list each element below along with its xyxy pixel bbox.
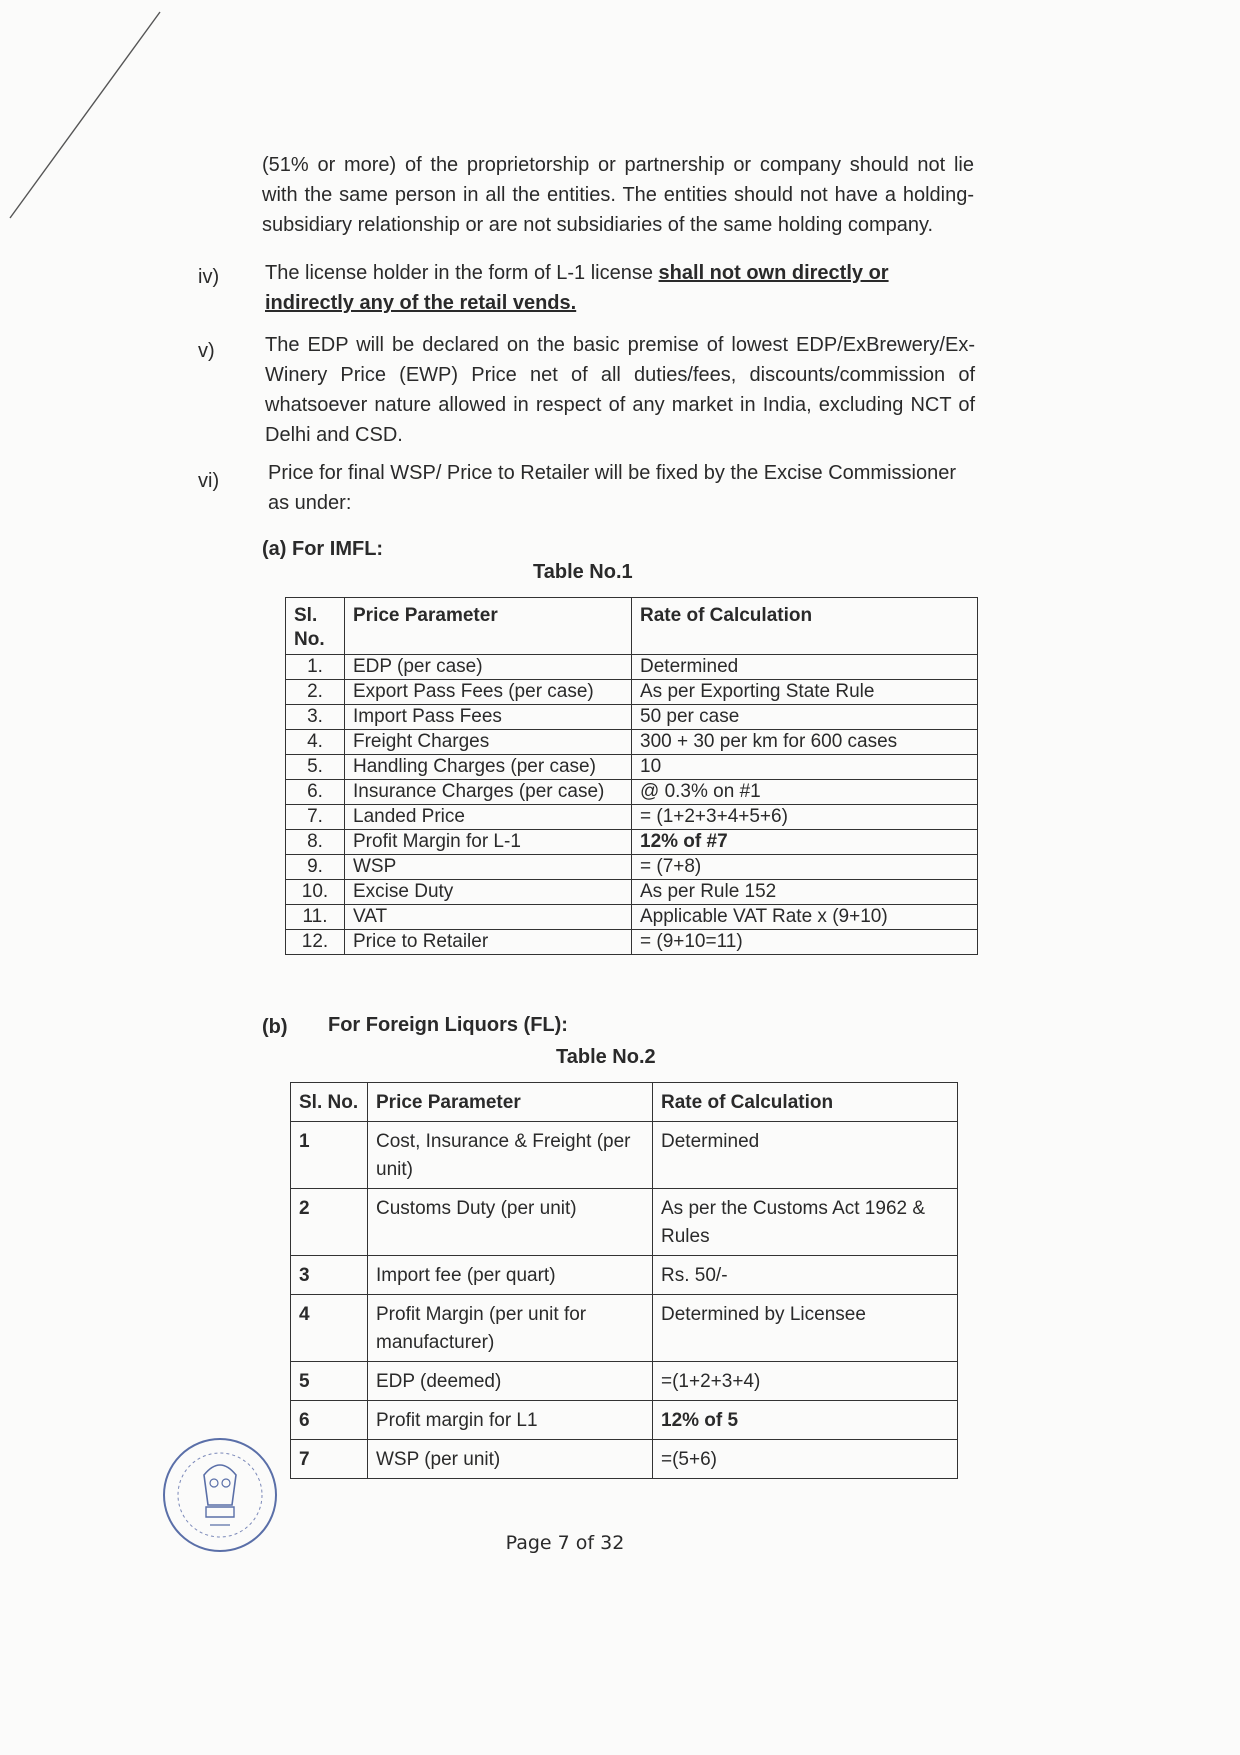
table-row [286,880,978,905]
table-row [291,1362,958,1401]
table-row [286,930,978,955]
rate-cell: 12% of 5 [653,1401,958,1440]
parameter-cell: EDP (deemed) [368,1362,653,1401]
section-b-label: (b) [262,1016,288,1038]
rate-cell: =(5+6) [653,1440,958,1479]
footer-prefix: Page [505,1532,558,1554]
table-1 [285,597,978,955]
parameter-cell: Customs Duty (per unit) [368,1189,653,1256]
table-1-caption: Table No.1 [533,561,633,583]
section-b-heading: For Foreign Liquors (FL): [328,1014,568,1036]
parameter-cell: Profit margin for L1 [368,1401,653,1440]
parameter-cell: Cost, Insurance & Freight (per unit) [368,1122,653,1189]
sl-cell: 7 [291,1440,368,1479]
sl-cell: 2 [291,1189,368,1256]
parameter-cell: Landed Price [345,805,632,830]
sl-cell: 3. [286,705,345,730]
table-row [291,1189,958,1256]
page-footer [0,1532,1130,1554]
sl-cell: 2. [286,680,345,705]
parameter-cell: Profit Margin (per unit for manufacturer) [368,1295,653,1362]
item-v-number: v) [198,340,215,362]
parameter-cell: Excise Duty [345,880,632,905]
table-row [291,1256,958,1295]
header-price-parameter: Price Parameter [368,1083,653,1122]
table-row [291,1295,958,1362]
sl-cell: 1. [286,655,345,680]
item-vi-text: Price for final WSP/ Price to Retailer will be fixed by the Excise Commissioner as under: [268,462,957,514]
parameter-cell: WSP (per unit) [368,1440,653,1479]
rate-cell: Determined by Licensee [653,1295,958,1362]
pen-stroke-mark [0,0,170,230]
sl-cell: 9. [286,855,345,880]
rate-cell: Determined [653,1122,958,1189]
sl-cell: 12. [286,930,345,955]
header-sl-no: Sl. No. [286,598,345,655]
item-iv-number: iv) [198,266,220,288]
rate-cell: As per Rule 152 [632,880,978,905]
parameter-cell: VAT [345,905,632,930]
table-row [286,805,978,830]
table-row [286,755,978,780]
footer-total-pages: 32 [600,1532,625,1554]
sl-cell: 8. [286,830,345,855]
table-2 [290,1082,958,1479]
footer-page-number: 7 [557,1532,570,1554]
item-iv-plain: The license holder in the form of L-1 license [265,262,659,284]
rate-cell: @ 0.3% on #1 [632,780,978,805]
table-row [286,780,978,805]
parameter-cell: EDP (per case) [345,655,632,680]
sl-cell: 4. [286,730,345,755]
rate-cell: 10 [632,755,978,780]
sl-cell: 3 [291,1256,368,1295]
parameter-cell: Handling Charges (per case) [345,755,632,780]
header-rate-of-calculation: Rate of Calculation [632,598,978,655]
table-row [291,1440,958,1479]
parameter-cell: Export Pass Fees (per case) [345,680,632,705]
sl-cell: 6. [286,780,345,805]
sl-cell: 4 [291,1295,368,1362]
item-iv-emphasis: shall not own directly or indirectly any of the retail vends. [265,262,889,314]
parameter-cell: Freight Charges [345,730,632,755]
sl-cell: 10. [286,880,345,905]
sl-cell: 6 [291,1401,368,1440]
rate-cell: 12% of #7 [632,830,978,855]
item-v-text: The EDP will be declared on the basic premise of lowest EDP/ExBrewery/Ex-Winery Price (EWP) Price net of all duties/fees, discounts/commission of whatsoever nature allowed in respect of any market in India, excluding NCT of Delhi and CSD. [265,334,975,446]
table-row [286,905,978,930]
parameter-cell: Import fee (per quart) [368,1256,653,1295]
footer-of: of [569,1532,601,1554]
parameter-cell: Insurance Charges (per case) [345,780,632,805]
table-row [286,705,978,730]
item-iv-text [265,258,975,318]
header-price-parameter: Price Parameter [345,598,632,655]
rate-cell: 300 + 30 per km for 600 cases [632,730,978,755]
rate-cell: Applicable VAT Rate x (9+10) [632,905,978,930]
header-sl-no: Sl. No. [291,1083,368,1122]
sl-cell: 7. [286,805,345,830]
table-row [286,830,978,855]
table-row [286,655,978,680]
table-row [286,855,978,880]
rate-cell: Rs. 50/- [653,1256,958,1295]
parameter-cell: WSP [345,855,632,880]
header-rate-of-calculation: Rate of Calculation [653,1083,958,1122]
rate-cell: 50 per case [632,705,978,730]
table-row [286,730,978,755]
table-row [291,1401,958,1440]
table-row [286,680,978,705]
item-vi-number: vi) [198,470,220,492]
table-1-header-row [286,598,978,655]
sl-cell: 11. [286,905,345,930]
rate-cell: = (9+10=11) [632,930,978,955]
section-a-heading: (a) For IMFL: [262,538,384,560]
parameter-cell: Import Pass Fees [345,705,632,730]
rate-cell: =(1+2+3+4) [653,1362,958,1401]
parameter-cell: Price to Retailer [345,930,632,955]
table-2-caption: Table No.2 [556,1046,656,1068]
rate-cell: Determined [632,655,978,680]
sl-cell: 1 [291,1122,368,1189]
sl-cell: 5 [291,1362,368,1401]
sl-cell: 5. [286,755,345,780]
rate-cell: As per Exporting State Rule [632,680,978,705]
table-2-header-row [291,1083,958,1122]
rate-cell: = (1+2+3+4+5+6) [632,805,978,830]
rate-cell: As per the Customs Act 1962 & Rules [653,1189,958,1256]
intro-paragraph: (51% or more) of the proprietorship or partnership or company should not lie with the same person in all the entities. The entities should not have a holding-subsidiary relationship or are not subsidiaries of the same holding company. [262,154,974,236]
parameter-cell: Profit Margin for L-1 [345,830,632,855]
rate-cell: = (7+8) [632,855,978,880]
table-row [291,1122,958,1189]
